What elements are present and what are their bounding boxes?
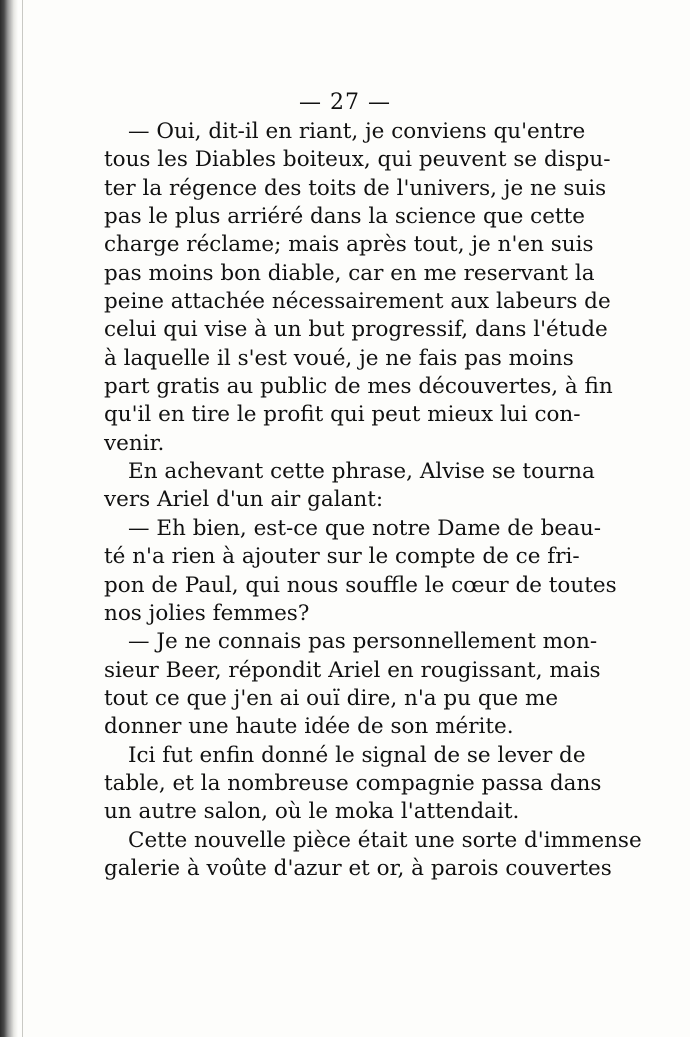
text-line: pas moins bon diable, car en me reservant la [104,260,595,286]
text-line: pon de Paul, qui nous souffle le cœur de toutes [104,572,617,598]
text-line: tous les Diables boiteux, qui peuvent se dispu- [104,147,611,173]
text-line: Ici fut enfin donné le signal de se lever de [128,742,586,768]
text-line: nos jolies femmes? [104,600,310,626]
paragraph [104,118,613,458]
text-line: à laquelle il s'est voué, je ne fais pas moins [104,345,574,371]
text-line: En achevant cette phrase, Alvise se tourna [128,459,595,485]
paragraph [104,742,602,827]
text-line: vers Ariel d'un air galant: [104,487,384,513]
paragraph [104,515,617,628]
text-line: Cette nouvelle pièce était une sorte d'immense [128,827,642,853]
text-line: part gratis au public de mes découvertes, à fin [104,374,613,400]
text-line: qu'il en tire le profit qui peut mieux lui con- [104,402,581,428]
text-line: donner une haute idée de son mérite. [104,714,514,740]
text-line: pas le plus arriéré dans la science que cette [104,204,585,230]
text-line: té n'a rien à ajouter sur le compte de ce fri- [104,544,580,570]
body-text [104,118,642,883]
text-line: un autre salon, où le moka l'attendait. [104,799,520,825]
text-line: venir. [104,430,165,456]
book-spine-shadow [0,0,18,1037]
paragraph [104,458,595,515]
text-line: table, et la nombreuse compagnie passa dans [104,770,602,796]
text-line: peine attachée nécessairement aux labeurs de [104,289,611,315]
paragraph [104,827,642,884]
text-line: celui qui vise à un but progressif, dans l'étude [104,317,608,343]
text-line: — Eh bien, est-ce que notre Dame de beau- [128,515,602,541]
text-line: galerie à voûte d'azur et or, à parois couvertes [104,855,612,881]
text-line: ter la régence des toits de l'univers, je ne suis [104,175,607,201]
paragraph [104,628,601,741]
text-line: tout ce que j'en ai ouï dire, n'a pu que me [104,685,559,711]
gutter-line [22,0,23,1037]
text-line: — Oui, dit-il en riant, je conviens qu'entre [128,119,586,144]
text-line: — Je ne connais pas personnellement mon- [128,629,598,655]
page-number: — 27 — [299,90,391,115]
text-line: charge réclame; mais après tout, je n'en suis [104,232,594,258]
text-line: sieur Beer, répondit Ariel en rougissant, mais [104,657,601,683]
